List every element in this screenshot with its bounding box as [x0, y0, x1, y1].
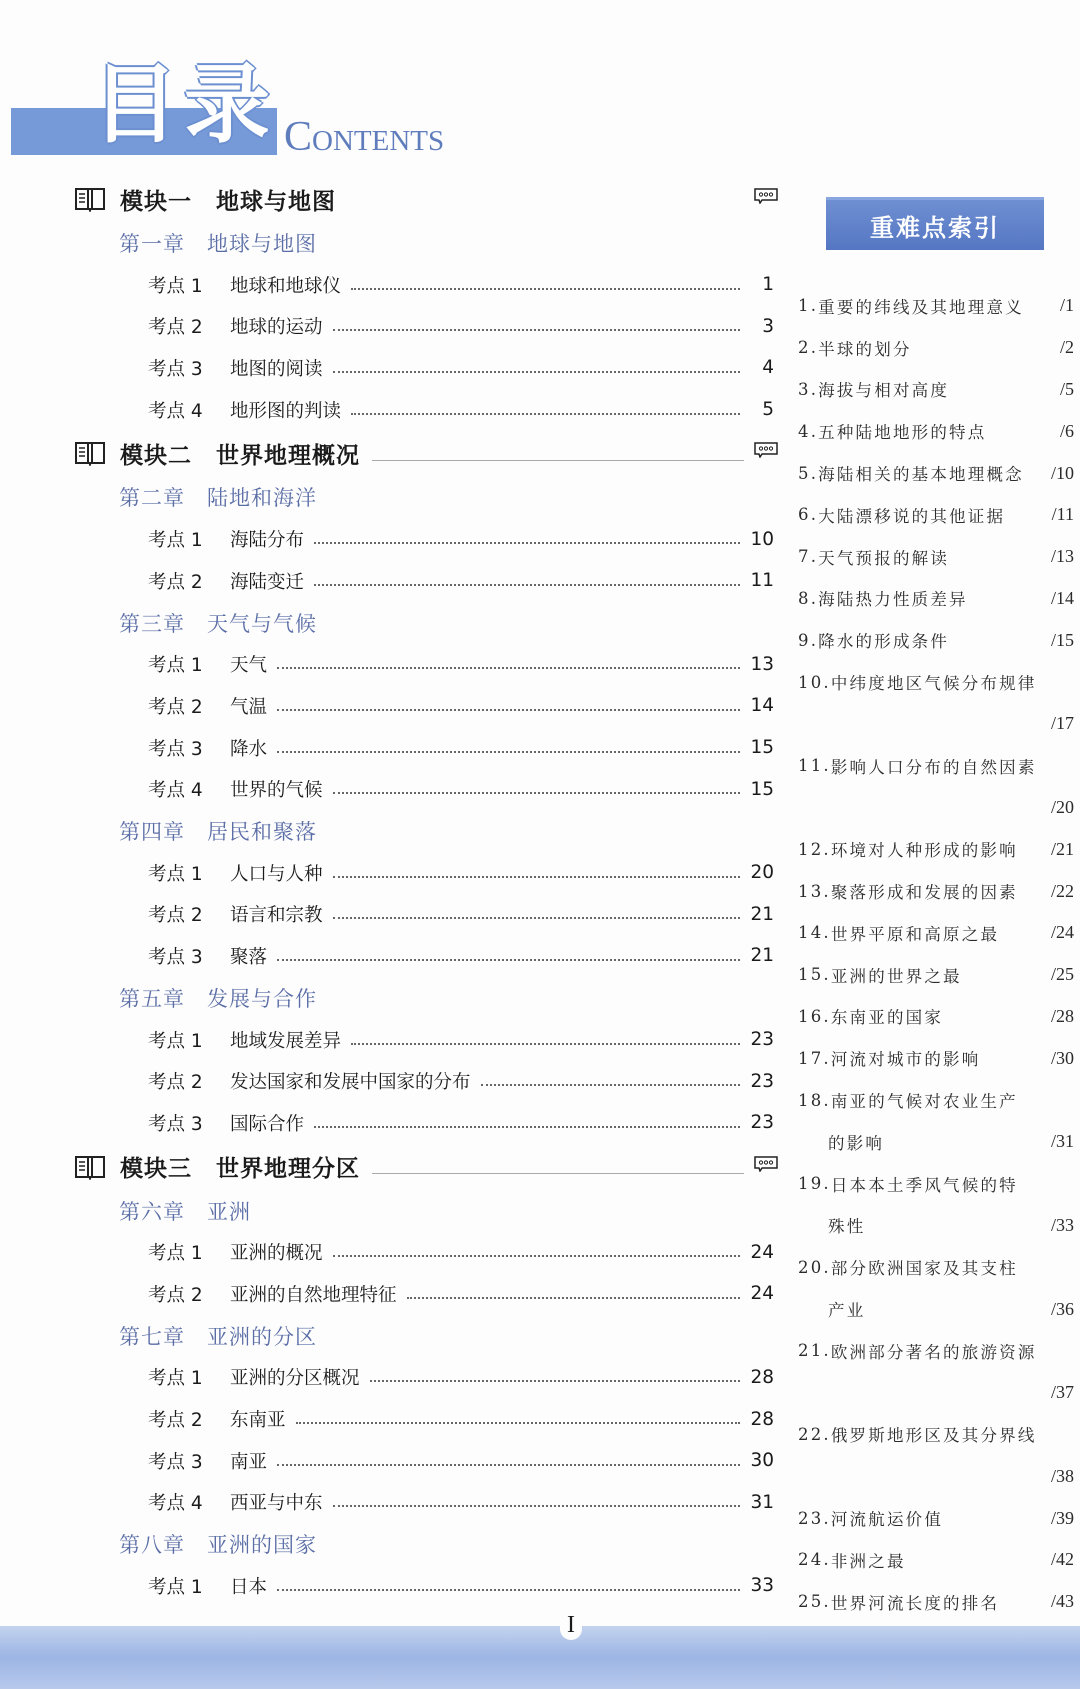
- index-item-line: [798, 912, 1074, 954]
- index-item-line: [798, 1497, 1074, 1539]
- entry-page: 10: [750, 528, 774, 550]
- index-page: /17: [1050, 713, 1074, 734]
- index-item[interactable]: [798, 578, 1074, 620]
- dot-leader: [314, 1126, 740, 1128]
- entry-title: 南亚: [230, 1451, 268, 1473]
- index-item[interactable]: [798, 1539, 1074, 1581]
- index-text: 环境对人种形成的影响: [830, 841, 1018, 861]
- index-number: 14.: [798, 923, 831, 943]
- index-item[interactable]: [798, 1037, 1074, 1079]
- entry-label: 考点 2: [148, 905, 203, 927]
- index-item[interactable]: [798, 1497, 1074, 1539]
- footer-band: [0, 1626, 1080, 1689]
- index-item-line: [798, 1330, 1074, 1372]
- toc-entry[interactable]: [74, 1102, 774, 1144]
- index-item[interactable]: [798, 1330, 1074, 1414]
- index-page: /38: [1050, 1465, 1074, 1486]
- dot-leader: [277, 1464, 740, 1466]
- toc-entry[interactable]: [74, 1398, 774, 1440]
- toc-entry[interactable]: [74, 1481, 774, 1523]
- index-page: /36: [1050, 1298, 1074, 1319]
- entry-page: 14: [750, 695, 774, 717]
- entry-label: 考点 4: [148, 400, 203, 422]
- index-text: 的影响: [828, 1133, 885, 1153]
- chapter-title[interactable]: 第三章 天气与气候: [119, 611, 317, 636]
- index-text: 降水的形成条件: [818, 632, 950, 652]
- entry-label: 考点 2: [148, 1284, 203, 1306]
- entry-label: 考点 1: [148, 1368, 203, 1390]
- index-number: 17.: [798, 1048, 831, 1068]
- entry-page: 24: [750, 1283, 774, 1305]
- toc-entry[interactable]: [74, 1019, 774, 1061]
- index-item-line: [798, 787, 1074, 829]
- entry-title: 语言和宗教: [230, 905, 323, 927]
- page-title-en: Contents: [284, 114, 445, 160]
- dot-leader: [277, 959, 740, 961]
- toc-entry[interactable]: [74, 560, 774, 602]
- index-item[interactable]: [798, 996, 1074, 1038]
- toc-entry[interactable]: [74, 935, 774, 977]
- index-number: 20.: [798, 1257, 831, 1277]
- index-item[interactable]: [798, 285, 1074, 327]
- index-item-line: [798, 285, 1074, 327]
- index-text: 河流航运价值: [830, 1510, 944, 1529]
- comment-icon[interactable]: [754, 188, 778, 204]
- entry-title: 东南亚: [230, 1410, 286, 1432]
- toc-entry[interactable]: [74, 1060, 774, 1102]
- index-page: /20: [1050, 796, 1074, 817]
- index-item-line: [798, 1539, 1074, 1581]
- index-page: /13: [1050, 546, 1074, 567]
- toc-entry[interactable]: [74, 852, 774, 894]
- entry-label: 考点 2: [148, 1410, 203, 1432]
- entry-title: 地球的运动: [230, 317, 323, 339]
- toc-entry[interactable]: [74, 306, 774, 348]
- index-text: 东南亚的国家: [830, 1008, 944, 1028]
- entry-title: 气温: [230, 696, 268, 718]
- dot-leader: [370, 1380, 740, 1382]
- index-text: 大陆漂移说的其他证据: [818, 506, 1006, 526]
- index-item-line: [798, 1414, 1074, 1456]
- index-number: 2.: [798, 338, 819, 358]
- entry-label: 考点 4: [148, 780, 203, 802]
- entry-title: 国际合作: [230, 1113, 305, 1135]
- index-item[interactable]: [798, 661, 1074, 745]
- module-title: 模块二 世界地理概况: [120, 441, 360, 469]
- index-item[interactable]: [798, 828, 1074, 870]
- entry-label: 考点 3: [148, 1113, 203, 1135]
- entry-title: 日本: [230, 1576, 268, 1598]
- index-item-line: [798, 1372, 1074, 1414]
- index-item[interactable]: [798, 1246, 1074, 1330]
- index-page: /22: [1050, 880, 1074, 901]
- entry-title: 亚洲的分区概况: [230, 1368, 360, 1390]
- entry-label: 考点 3: [148, 738, 203, 760]
- index-item-line: [798, 1037, 1074, 1079]
- book-icon: [74, 1154, 106, 1180]
- index-item-line: [798, 369, 1074, 411]
- entry-title: 地形图的判读: [230, 400, 342, 422]
- toc-entry[interactable]: [74, 1440, 774, 1482]
- module-heading[interactable]: [74, 430, 774, 476]
- entry-label: 考点 1: [148, 530, 203, 552]
- index-page: /31: [1050, 1131, 1074, 1152]
- entry-page: 33: [750, 1575, 774, 1597]
- index-item[interactable]: [798, 1163, 1074, 1247]
- index-item[interactable]: [798, 745, 1074, 829]
- index-text: 非洲之最: [830, 1551, 906, 1571]
- chapter-title[interactable]: 第二章 陆地和海洋: [119, 486, 317, 511]
- dot-leader: [481, 1084, 740, 1086]
- index-item[interactable]: [798, 1414, 1074, 1498]
- entry-page: 15: [750, 778, 774, 800]
- entry-label: 考点 2: [148, 571, 203, 593]
- contents-list: [74, 176, 774, 1607]
- index-text: 日本本土季风气候的特: [830, 1175, 1018, 1195]
- entry-page: 28: [750, 1408, 774, 1430]
- entry-page: 11: [750, 570, 774, 592]
- index-number: 3.: [798, 379, 819, 399]
- index-number: 11.: [798, 756, 831, 776]
- dot-leader: [351, 413, 740, 415]
- entry-page: 13: [750, 653, 774, 675]
- index-item-line: [798, 619, 1074, 661]
- module-heading[interactable]: [74, 1144, 774, 1190]
- dot-leader: [333, 329, 740, 331]
- index-number: 7.: [798, 547, 819, 567]
- index-item-line: [798, 1581, 1074, 1623]
- index-number: 25.: [798, 1592, 831, 1612]
- entry-label: 考点 2: [148, 1072, 203, 1094]
- toc-entry[interactable]: [74, 347, 774, 389]
- index-text: 影响人口分布的自然因素: [830, 757, 1037, 777]
- entry-title: 世界的气候: [230, 780, 323, 802]
- index-item[interactable]: [798, 912, 1074, 954]
- page-title: 目录: [92, 54, 276, 155]
- index-item[interactable]: [798, 1079, 1074, 1163]
- index-text: 海陆相关的基本地理概念: [818, 465, 1024, 485]
- index-number: 16.: [798, 1006, 831, 1026]
- module-title: 模块三 世界地理分区: [120, 1155, 360, 1182]
- index-item-line: [798, 578, 1074, 620]
- entry-title: 发达国家和发展中国家的分布: [230, 1072, 471, 1094]
- index-item[interactable]: [798, 452, 1074, 494]
- entry-title: 西亚与中东: [230, 1493, 323, 1515]
- chapter-title[interactable]: 第七章 亚洲的分区: [119, 1324, 317, 1349]
- index-number: 19.: [798, 1174, 831, 1194]
- toc-entry[interactable]: [74, 1357, 774, 1399]
- chapter-title[interactable]: 第四章 居民和聚落: [119, 819, 317, 844]
- module-title: 模块一 地球与地图: [120, 187, 336, 215]
- index-page: /28: [1050, 1005, 1074, 1026]
- index-item-line: [798, 1163, 1074, 1205]
- index-text: 中纬度地区气候分布规律: [830, 674, 1037, 694]
- dot-leader: [333, 1255, 740, 1257]
- chapter-title[interactable]: 第八章 亚洲的国家: [119, 1533, 317, 1558]
- index-page: /2: [1059, 337, 1074, 358]
- comment-icon[interactable]: [754, 1156, 778, 1172]
- index-number: 6.: [798, 505, 819, 525]
- dot-leader: [314, 584, 740, 586]
- book-icon: [74, 440, 106, 466]
- dot-leader: [277, 1589, 740, 1591]
- toc-entry[interactable]: [74, 264, 774, 306]
- entry-title: 亚洲的概况: [230, 1243, 323, 1265]
- module-divider: [372, 460, 744, 461]
- entry-page: 21: [750, 903, 774, 925]
- index-number: 4.: [798, 421, 819, 441]
- chapter-title[interactable]: 第五章 发展与合作: [119, 986, 317, 1011]
- index-item-line: [798, 410, 1074, 452]
- chapter-title[interactable]: 第六章 亚洲: [119, 1199, 251, 1224]
- entry-title: 聚落: [230, 946, 268, 968]
- index-number: 18.: [798, 1090, 831, 1110]
- index-item-line: [798, 996, 1074, 1038]
- index-text: 海陆热力性质差异: [818, 590, 968, 610]
- index-item-line: [798, 703, 1074, 745]
- index-number: 5.: [798, 463, 819, 483]
- dot-leader: [296, 1422, 740, 1424]
- index-item[interactable]: [798, 536, 1074, 578]
- index-item[interactable]: [798, 619, 1074, 661]
- index-text: 世界河流长度的排名: [830, 1593, 1000, 1613]
- entry-label: 考点 1: [148, 863, 203, 885]
- entry-title: 地球和地球仪: [230, 275, 342, 297]
- entry-title: 海陆分布: [230, 530, 305, 552]
- index-page: /43: [1050, 1591, 1074, 1612]
- dot-leader: [333, 917, 740, 919]
- index-page: /42: [1050, 1549, 1074, 1570]
- index-item-line: [798, 452, 1074, 494]
- index-number: 1.: [798, 296, 819, 316]
- index-number: 10.: [798, 672, 831, 692]
- index-item[interactable]: [798, 410, 1074, 452]
- index-number: 12.: [798, 839, 831, 859]
- index-number: 21.: [798, 1341, 831, 1361]
- entry-page: 5: [762, 399, 774, 421]
- index-text: 五种陆地地形的特点: [818, 423, 987, 443]
- index-item-line: [798, 327, 1074, 369]
- module-heading[interactable]: [74, 176, 774, 222]
- entry-page: 23: [750, 1112, 774, 1134]
- index-page: /6: [1059, 420, 1074, 441]
- index-text: 南亚的气候对农业生产: [830, 1092, 1018, 1112]
- index-item[interactable]: [798, 369, 1074, 411]
- index-banner: 重难点索引: [826, 197, 1044, 250]
- index-text: 世界平原和高原之最: [830, 924, 1000, 944]
- entry-page: 21: [750, 945, 774, 967]
- index-item-line: [798, 870, 1074, 912]
- entry-label: 考点 3: [148, 1451, 203, 1473]
- index-text: 欧洲部分著名的旅游资源: [830, 1342, 1037, 1362]
- entry-page: 30: [750, 1450, 774, 1472]
- index-page: /39: [1050, 1507, 1074, 1528]
- dot-leader: [407, 1297, 740, 1299]
- dot-leader: [351, 288, 740, 290]
- index-item[interactable]: [798, 327, 1074, 369]
- index-page: /1: [1059, 295, 1074, 316]
- dot-leader: [333, 792, 740, 794]
- entry-page: 28: [750, 1366, 774, 1388]
- entry-label: 考点 2: [148, 696, 203, 718]
- entry-page: 31: [750, 1491, 774, 1513]
- index-page: /30: [1050, 1047, 1074, 1068]
- index-number: 23.: [798, 1508, 831, 1528]
- index-page: /5: [1059, 378, 1074, 399]
- index-text: 聚落形成和发展的因素: [830, 883, 1018, 903]
- index-text: 天气预报的解读: [818, 548, 950, 568]
- index-number: 8.: [798, 588, 819, 608]
- entry-page: 3: [762, 315, 774, 337]
- index-item-line: [798, 1288, 1074, 1330]
- entry-page: 23: [750, 1029, 774, 1051]
- index-text: 产业: [828, 1301, 866, 1321]
- index-page: /11: [1051, 504, 1074, 525]
- index-item[interactable]: [798, 1581, 1074, 1623]
- index-item-line: [798, 661, 1074, 703]
- index-item-line: [798, 494, 1074, 536]
- toc-entry[interactable]: [74, 685, 774, 727]
- index-item-line: [798, 1455, 1074, 1497]
- entry-label: 考点 2: [148, 317, 203, 339]
- entry-title: 地图的阅读: [230, 358, 323, 380]
- entry-label: 考点 1: [148, 655, 203, 677]
- module-divider: [372, 1173, 744, 1174]
- chapter-title[interactable]: 第一章 地球与地图: [119, 232, 317, 256]
- entry-label: 考点 4: [148, 1493, 203, 1515]
- entry-title: 亚洲的自然地理特征: [230, 1284, 397, 1306]
- entry-page: 15: [750, 737, 774, 759]
- index-item-line: [798, 954, 1074, 996]
- index-text: 海拔与相对高度: [818, 381, 950, 401]
- index-number: 13.: [798, 881, 831, 901]
- index-item-line: [798, 828, 1074, 870]
- index-item-line: [798, 536, 1074, 578]
- index-page: /10: [1050, 462, 1074, 483]
- index-text: 河流对城市的影响: [830, 1050, 981, 1070]
- index-item[interactable]: [798, 870, 1074, 912]
- toc-entry[interactable]: [74, 1565, 774, 1607]
- entry-label: 考点 1: [148, 1030, 203, 1052]
- index-number: 22.: [798, 1424, 831, 1444]
- index-text: 部分欧洲国家及其支柱: [830, 1259, 1018, 1279]
- index-item-line: [798, 745, 1074, 787]
- index-page: /25: [1050, 964, 1074, 985]
- index-text: 亚洲的世界之最: [830, 966, 962, 986]
- entry-label: 考点 3: [148, 946, 203, 968]
- entry-page: 23: [750, 1070, 774, 1092]
- entry-page: 1: [762, 274, 774, 296]
- toc-entry[interactable]: [74, 518, 774, 560]
- book-icon: [74, 186, 106, 212]
- entry-page: 24: [750, 1241, 774, 1263]
- index-text: 重要的纬线及其地理意义: [818, 297, 1024, 317]
- index-page: /14: [1050, 587, 1074, 608]
- index-page: /37: [1050, 1382, 1074, 1403]
- entry-page: 4: [762, 357, 774, 379]
- index-page: /15: [1050, 629, 1074, 650]
- entry-title: 地域发展差异: [230, 1030, 342, 1052]
- index-number: 24.: [798, 1550, 831, 1570]
- dot-leader: [277, 709, 740, 711]
- dot-leader: [333, 1505, 740, 1507]
- toc-entry[interactable]: [74, 1232, 774, 1274]
- dot-leader: [333, 371, 740, 373]
- index-item-line: [798, 1079, 1074, 1121]
- dot-leader: [333, 876, 740, 878]
- dot-leader: [277, 667, 740, 669]
- entry-label: 考点 3: [148, 358, 203, 380]
- index-text: 殊性: [828, 1217, 866, 1237]
- toc-entry[interactable]: [74, 389, 774, 431]
- index-item-line: [798, 1121, 1074, 1163]
- toc-entry[interactable]: [74, 768, 774, 810]
- index-text: 俄罗斯地形区及其分界线: [830, 1426, 1037, 1446]
- entry-title: 海陆变迁: [230, 571, 305, 593]
- index-page: /33: [1050, 1214, 1074, 1235]
- dot-leader: [351, 1043, 740, 1045]
- dot-leader: [314, 542, 740, 544]
- index-list: [798, 285, 1074, 1623]
- toc-entry[interactable]: [74, 644, 774, 686]
- entry-label: 考点 1: [148, 1576, 203, 1598]
- entry-title: 人口与人种: [230, 863, 323, 885]
- dot-leader: [277, 751, 740, 753]
- index-number: 9.: [798, 630, 819, 650]
- index-text: 半球的划分: [818, 339, 912, 359]
- entry-label: 考点 1: [148, 275, 203, 297]
- index-item-line: [798, 1205, 1074, 1247]
- comment-icon[interactable]: [754, 442, 778, 458]
- page-number: I: [560, 1610, 582, 1640]
- index-item[interactable]: [798, 954, 1074, 996]
- toc-entry[interactable]: [74, 894, 774, 936]
- index-page: /24: [1050, 922, 1074, 943]
- index-page: /21: [1050, 838, 1074, 859]
- index-item[interactable]: [798, 494, 1074, 536]
- entry-title: 降水: [230, 738, 268, 760]
- toc-entry[interactable]: [74, 727, 774, 769]
- index-number: 15.: [798, 965, 831, 985]
- index-item-line: [798, 1246, 1074, 1288]
- entry-label: 考点 1: [148, 1243, 203, 1265]
- entry-page: 20: [750, 862, 774, 884]
- toc-entry[interactable]: [74, 1273, 774, 1315]
- entry-title: 天气: [230, 655, 268, 677]
